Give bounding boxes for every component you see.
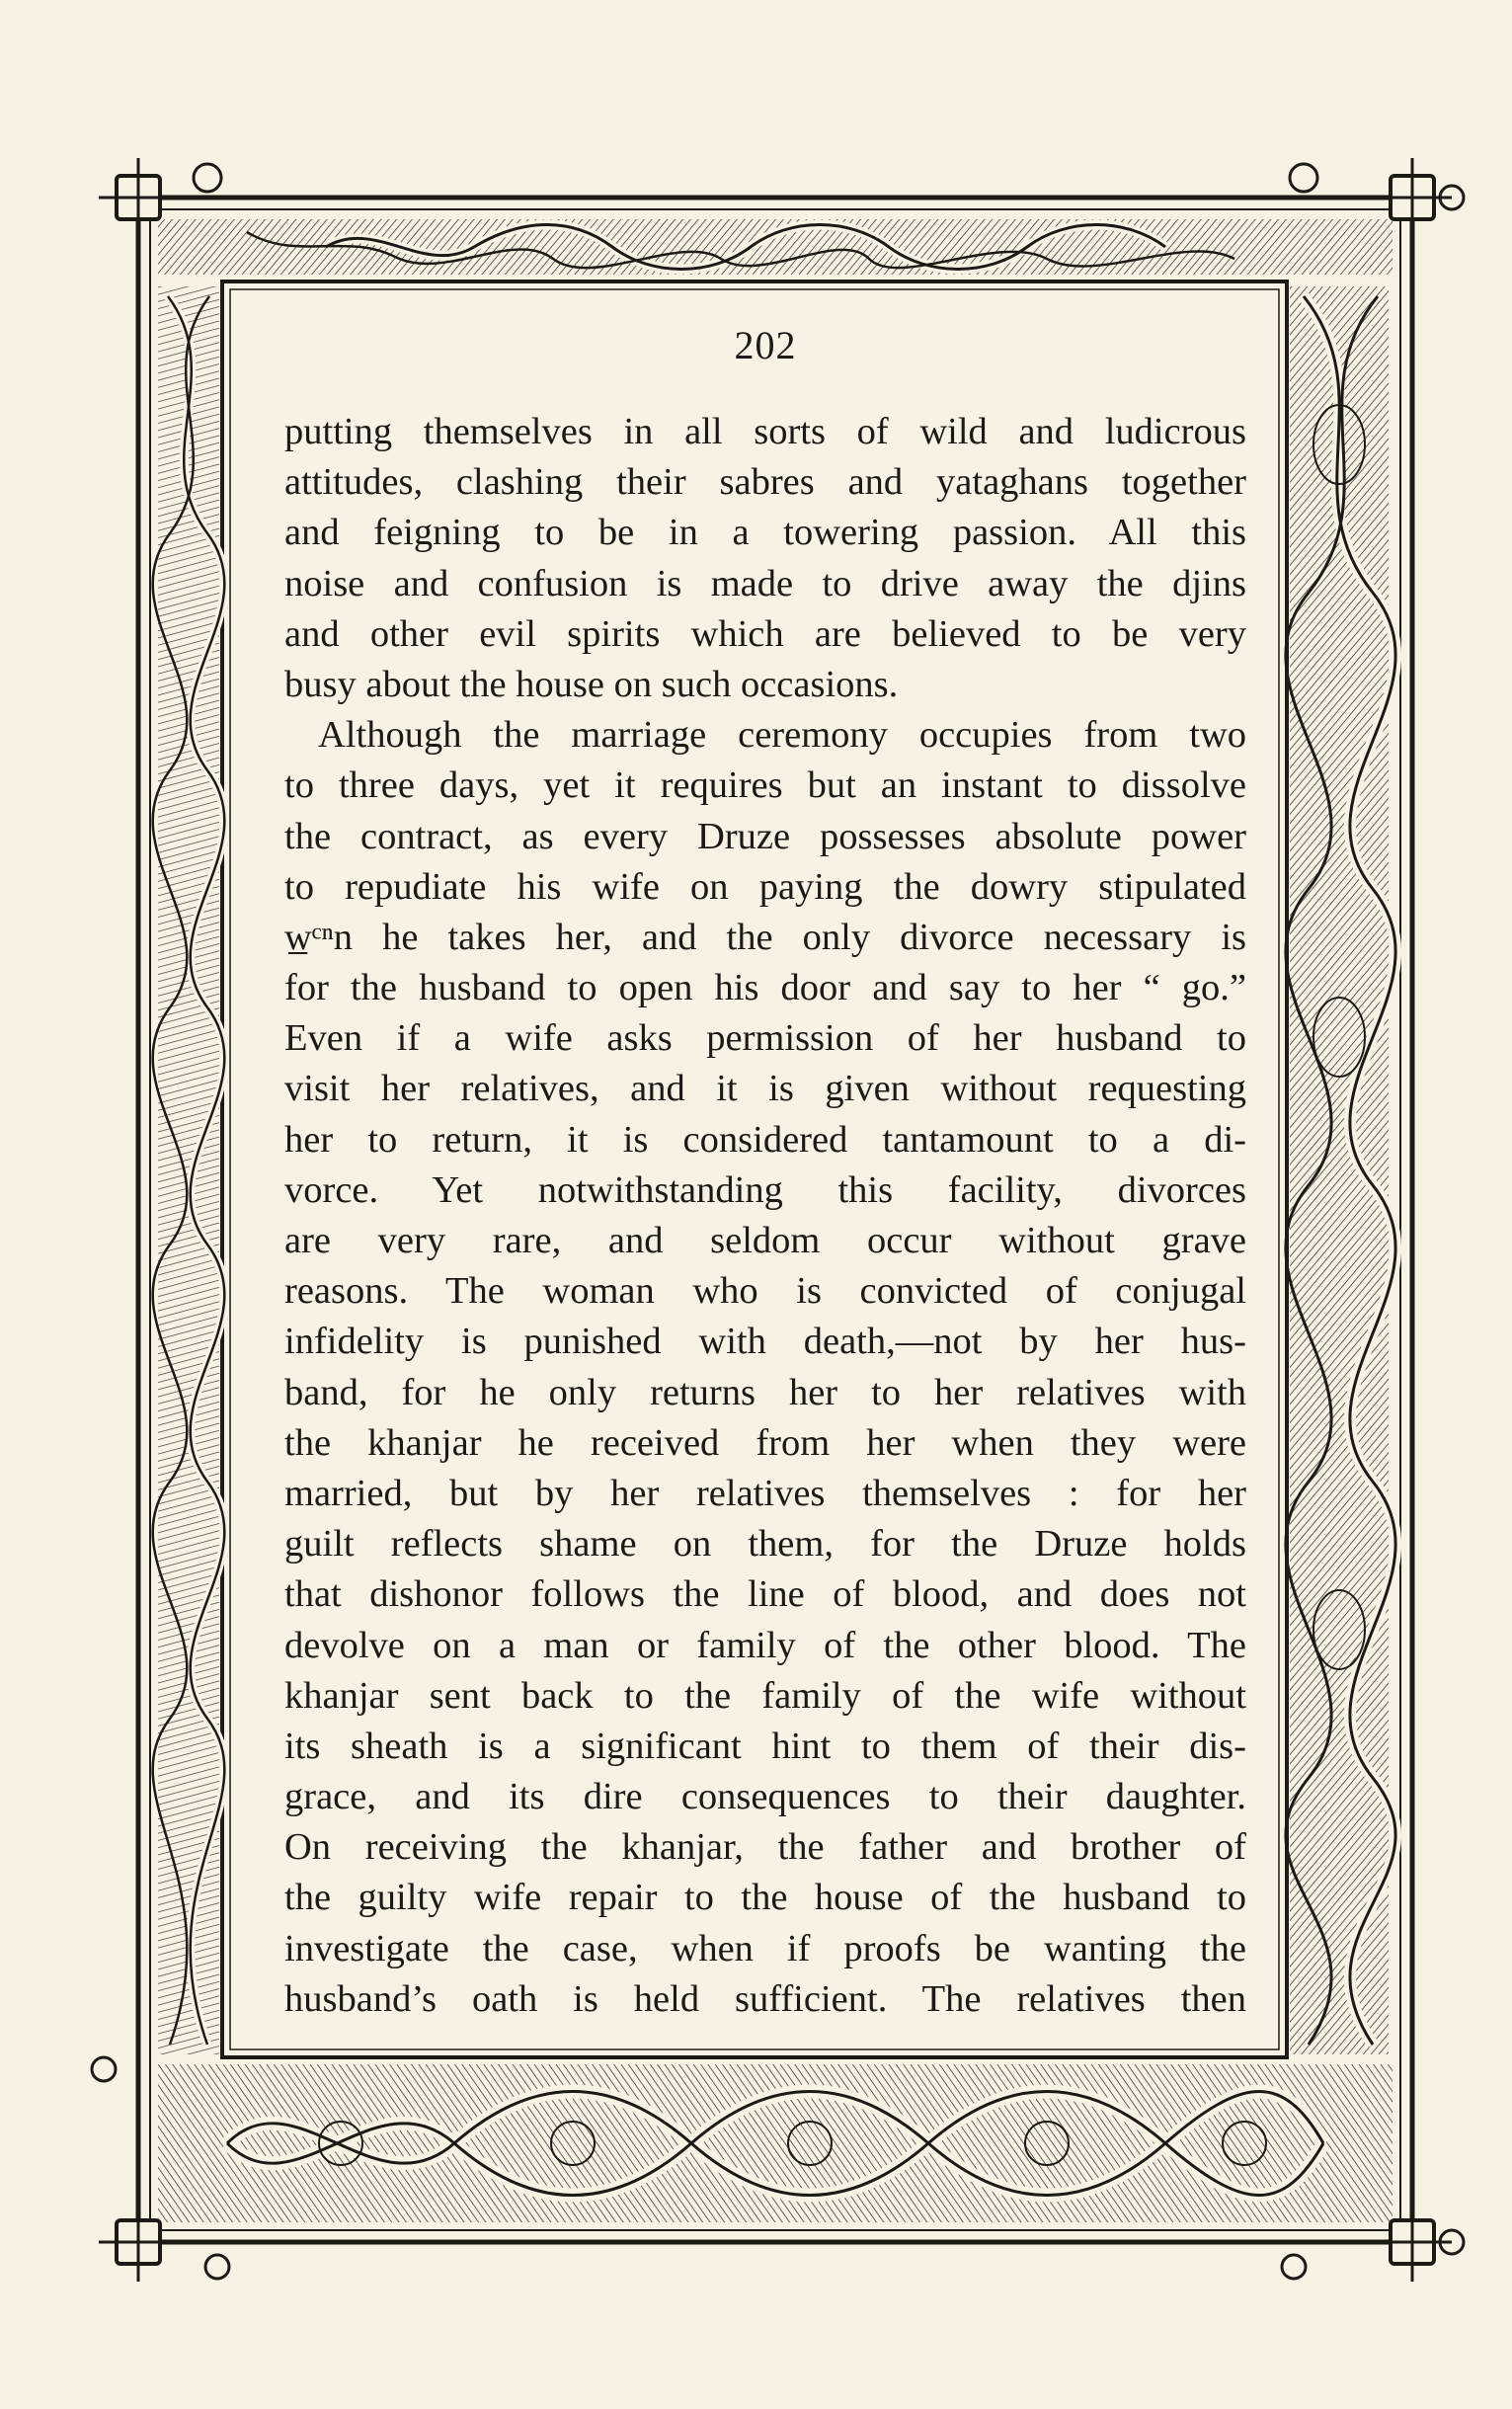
text-line: married, but by her relatives themselves : for her <box>284 1472 1246 1514</box>
text-block <box>284 316 1246 2054</box>
text-line: putting themselves in all sorts of wild and ludicrous <box>284 411 1246 452</box>
text-line: busy about the house on such occasions. <box>284 663 899 705</box>
text-line: visit her relatives, and it is given without requesting <box>284 1068 1246 1110</box>
top-border-band <box>158 219 1393 275</box>
text-line: her to return, it is considered tantamount to a di- <box>284 1118 1246 1161</box>
text-line: On receiving the khanjar, the father and brother of <box>284 1826 1246 1869</box>
right-border-band <box>1286 286 1395 2054</box>
text-line: the guilty wife repair to the house of the husband to <box>284 1877 1246 1919</box>
text-line: w̲ᶜⁿn he takes her, and the only divorce necessary is <box>284 916 1246 958</box>
text-line: Although the marriage ceremony occupies from two <box>318 714 1246 757</box>
text-line: that dishonor follows the line of blood, and does not <box>284 1573 1246 1616</box>
text-line: noise and confusion is made to drive away the djins <box>284 562 1246 604</box>
text-line: vorce. Yet notwithstanding this facility, divorces <box>284 1168 1246 1211</box>
text-line: husband’s oath is held sufficient. The relatives then <box>284 1977 1246 2020</box>
text-line: and other evil spirits which are believed to be very <box>284 612 1246 655</box>
text-line: reasons. The woman who is convicted of conjugal <box>284 1270 1246 1313</box>
page-number: 202 <box>734 323 797 367</box>
left-border-band <box>153 286 225 2054</box>
text-line: to three days, yet it requires but an instant to dissolve <box>284 764 1246 807</box>
text-line: and feigning to be in a towering passion. All this <box>284 512 1246 554</box>
text-line: Even if a wife asks permission of her husband to <box>284 1017 1246 1060</box>
text-line: infidelity is punished with death,—not by her hus- <box>284 1321 1246 1363</box>
text-line: devolve on a man or family of the other blood. The <box>284 1624 1246 1666</box>
text-line: the contract, as every Druze possesses absolute power <box>284 815 1246 857</box>
text-line: khanjar sent back to the family of the wife without <box>284 1674 1246 1717</box>
text-line: grace, and its dire consequences to their daughter. <box>284 1776 1246 1818</box>
text-line: to repudiate his wife on paying the dowry stipulated <box>284 865 1246 908</box>
body-text <box>284 407 1246 2025</box>
text-line: its sheath is a significant hint to them of their dis- <box>284 1725 1246 1767</box>
bottom-border-band <box>158 2064 1393 2222</box>
text-line: band, for he only returns her to her relatives with <box>284 1371 1246 1413</box>
text-line: attitudes, clashing their sabres and yataghans together <box>284 461 1246 504</box>
text-line: the khanjar he received from her when they were <box>284 1421 1246 1464</box>
text-line: guilt reflects shame on them, for the Druze holds <box>284 1523 1246 1566</box>
text-line: are very rare, and seldom occur without grave <box>284 1220 1246 1261</box>
text-line: investigate the case, when if proofs be wanting the <box>284 1927 1246 1969</box>
text-line: for the husband to open his door and say to her “ go.” <box>284 967 1246 1009</box>
